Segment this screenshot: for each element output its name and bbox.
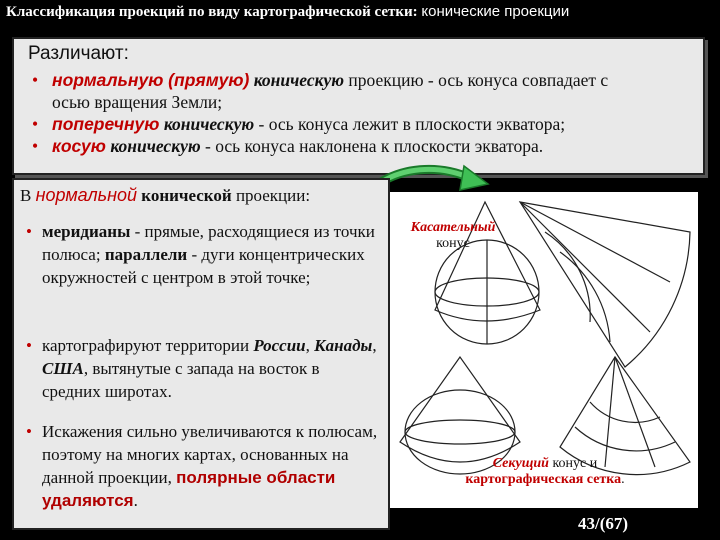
intro-list bbox=[32, 69, 697, 157]
item-text: картографируют территории bbox=[42, 336, 254, 355]
title-plain: конические проекции bbox=[421, 3, 570, 20]
tangent-label bbox=[398, 220, 508, 252]
normal-heading bbox=[20, 185, 310, 206]
list-item bbox=[32, 135, 697, 157]
item-text: проекцию - ось конуса совпадает с bbox=[348, 70, 609, 90]
term-conic: коническую bbox=[253, 70, 345, 90]
bullet-icon: • bbox=[26, 222, 32, 241]
term-russia: России bbox=[253, 336, 306, 355]
slide-title bbox=[6, 3, 716, 21]
list-item bbox=[26, 220, 381, 289]
term-usa: США bbox=[42, 359, 84, 378]
page-number: 43/(67) bbox=[578, 514, 629, 533]
secant-label bbox=[420, 456, 670, 488]
term-oblique: косую bbox=[52, 136, 106, 156]
heading-text: В bbox=[20, 186, 32, 205]
item-text: , bbox=[372, 336, 377, 355]
bullet-icon: • bbox=[32, 114, 39, 134]
bullet-icon: • bbox=[26, 336, 32, 355]
term-conic: коническую bbox=[110, 136, 201, 156]
term-meridians: меридианы bbox=[42, 222, 131, 241]
secant-red: Секущий bbox=[492, 456, 549, 471]
tangent-red: Касательный bbox=[410, 220, 496, 235]
term-transverse: поперечную bbox=[52, 114, 160, 134]
bullet-icon: • bbox=[32, 136, 39, 156]
item-text: , вытянутые с запада на восток в средних широтах. bbox=[42, 359, 320, 401]
heading-red: нормальной bbox=[35, 185, 138, 205]
list-item bbox=[32, 69, 697, 113]
list-item bbox=[26, 334, 381, 403]
item-text: . bbox=[133, 491, 138, 510]
list-item bbox=[26, 420, 381, 512]
secant-dot: . bbox=[621, 472, 625, 487]
item-text: - прямые, расходящиеся из точки полюса; bbox=[42, 222, 375, 264]
term-parallels: параллели bbox=[104, 245, 188, 264]
intro-box bbox=[12, 37, 705, 175]
item-text: , bbox=[305, 336, 315, 355]
term-conic: коническую bbox=[163, 114, 255, 134]
cone-figures-panel bbox=[390, 192, 698, 508]
polar-areas-removed: полярные области удаляются bbox=[42, 468, 336, 510]
secant-line2: картографическая сетка bbox=[465, 472, 622, 487]
intro-heading: Различают: bbox=[28, 43, 129, 64]
bullet-icon: • bbox=[32, 70, 39, 90]
heading-bold: конической bbox=[141, 186, 232, 205]
tangent-rest: конус bbox=[436, 236, 470, 251]
bullet-icon: • bbox=[26, 422, 32, 441]
item-text: - дуги концентрических окружностей с центром в этой точке; bbox=[42, 245, 365, 287]
title-bold: Классификация проекций по виду картографической сетки: bbox=[6, 4, 418, 20]
normal-projection-box bbox=[12, 178, 390, 530]
item-text: - ось конуса лежит в плоскости экватора; bbox=[258, 114, 566, 134]
term-normal: нормальную (прямую) bbox=[52, 70, 250, 90]
heading-text: проекции: bbox=[235, 186, 311, 205]
term-canada: Канады bbox=[314, 336, 373, 355]
item-text: - ось конуса наклонена к плоскости экватора. bbox=[205, 136, 544, 156]
item-text: Искажения сильно увеличиваются к полюсам, поэтому на многих картах, основанных на данной проекции, bbox=[42, 422, 378, 487]
list-item bbox=[32, 113, 697, 135]
secant-rest: конус и bbox=[552, 456, 598, 471]
item-text: осью вращения Земли; bbox=[52, 92, 223, 112]
